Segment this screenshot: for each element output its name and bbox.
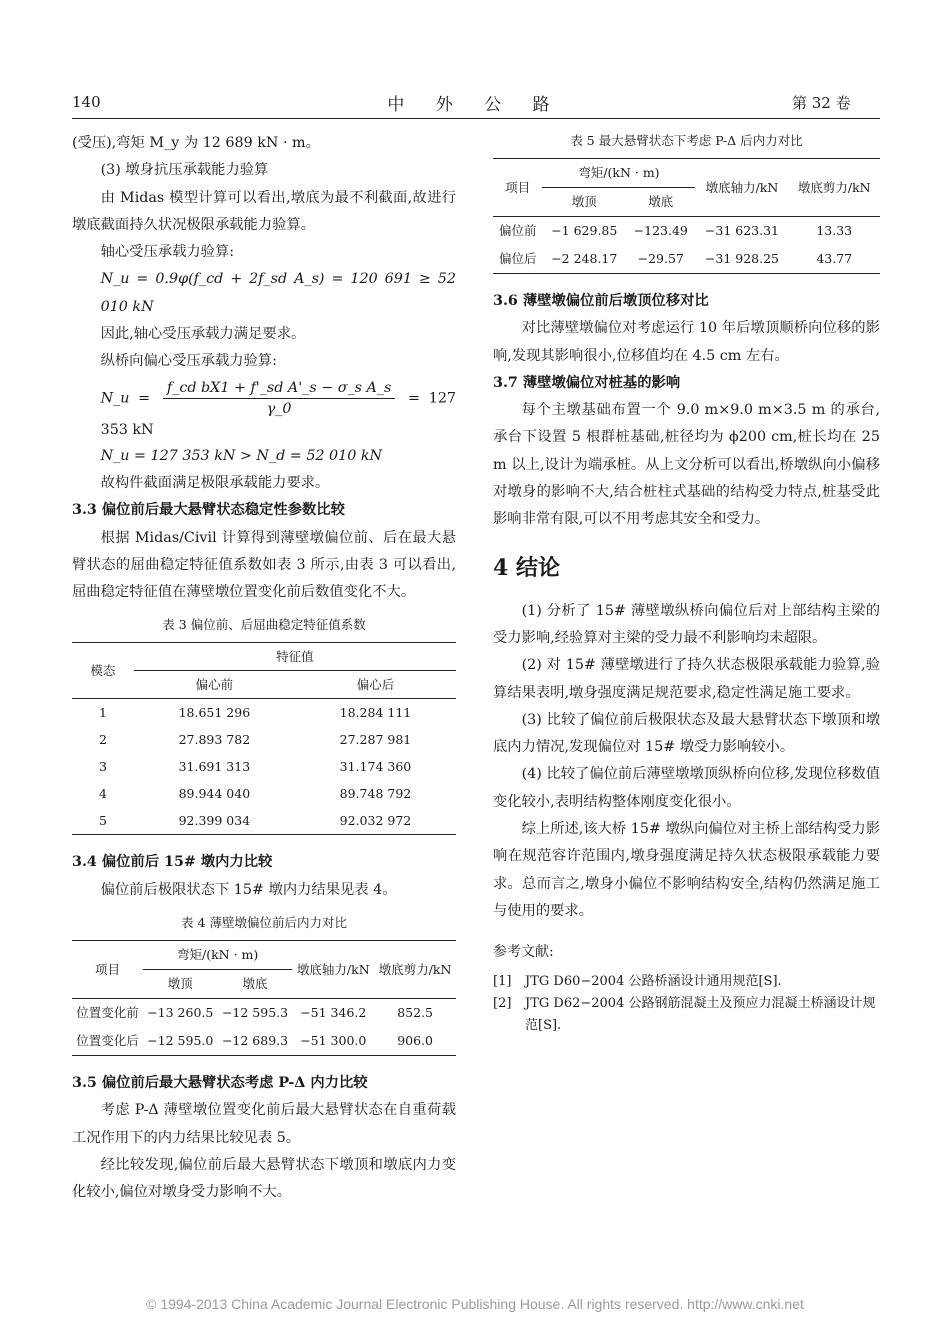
table4-header-item: 项目 [72, 941, 143, 999]
table5-caption: 表 5 最大悬臂状态下考虑 P-Δ 后内力对比 [570, 133, 803, 148]
table4-header-moment: 弯矩/(kN · m) [143, 941, 293, 970]
paragraph: 综上所述,该大桥 15# 墩纵向偏位对主桥上部结构受力影响在规范容许范围内,墩身强度满足持久状态极限承载能力要求。总而言之,墩身小偏位不影响结构安全,结构仍然满足施工与使用的要求。 [493, 821, 880, 919]
paragraph: (4) 比较了偏位前后薄壁墩墩顶纵桥向位移,发现位移数值变化较小,表明结构整体刚度变化很小。 [493, 766, 880, 810]
table5-header-shear: 墩底剪力/kN [789, 159, 881, 217]
table-row [72, 999, 456, 1028]
paragraph: 偏位前后极限状态下 15# 墩内力结果见表 4。 [100, 881, 397, 898]
paragraph: 经比较发现,偏位前后最大悬臂状态下墩顶和墩底内力变化较小,偏位对墩身受力影响不大。 [72, 1156, 456, 1201]
reference-number: [2] [493, 995, 512, 1011]
table4-caption: 表 4 薄壁墩偏位前后内力对比 [181, 915, 347, 931]
reference-text: JTG D62−2004 公路钢筋混凝土及预应力混凝土桥涵设计规范[S]. [525, 995, 876, 1033]
table3-header-after: 偏心后 [295, 671, 456, 699]
table-cell: 1 [98, 705, 107, 721]
paragraph: (2) 对 15# 薄壁墩进行了持久状态极限承载能力验算,验算结果表明,墩身强度满足规范要求,稳定性满足施工要求。 [493, 657, 880, 701]
paragraph: (受压),弯矩 M_y 为 12 689 kN · m。 [72, 135, 320, 151]
table-cell: −13 260.5 [147, 1005, 214, 1021]
formula-denominator: γ_0 [266, 400, 292, 417]
copyright-footer: © 1994-2013 China Academic Journal Electronic Publishing House. All rights reserved. http://www.cnki.net [146, 1296, 804, 1312]
table-cell: 18.651 296 [178, 705, 251, 721]
table-cell: −12 595.3 [221, 1005, 289, 1021]
table-cell: 906.0 [397, 1033, 433, 1049]
paragraph: 考虑 P-Δ 薄壁墩位置变化前后最大悬臂状态在自重荷载工况作用下的内力结果比较见表 5。 [72, 1102, 456, 1146]
table-row [493, 217, 880, 246]
paragraph: 对比薄壁墩偏位对考虑运行 10 年后墩顶顺桥向位移的影响,发现其影响很小,位移值均在 4.5 cm 左右。 [493, 320, 880, 364]
page-number: 140 [72, 93, 101, 111]
table-row [72, 807, 456, 835]
paragraph: (1) 分析了 15# 薄壁墩纵桥向偏位后对上部结构主梁的受力影响,经验算对主梁的受力最不利影响均未超限。 [493, 602, 880, 646]
paragraph: 因此,轴心受压承载力满足要求。 [100, 326, 306, 343]
table-row [72, 780, 456, 807]
table-row [72, 1027, 456, 1056]
table-cell: 92.032 972 [339, 813, 412, 829]
table-cell: −51 300.0 [300, 1033, 367, 1049]
reference-item [493, 971, 880, 993]
paragraph: 轴心受压承载力验算: [100, 244, 235, 261]
references-heading: 参考文献: [493, 944, 554, 961]
formula-check: N_u = 127 353 kN > N_d = 52 010 kN [100, 447, 383, 464]
table-row [72, 699, 456, 727]
table-row [72, 753, 456, 780]
table5 [493, 158, 880, 274]
paragraph: (3) 比较了偏位前后极限状态及最大悬臂状态下墩顶和墩底内力情况,发现偏位对 15# 墩受力影响较小。 [493, 711, 880, 756]
table3-header-before: 偏心前 [134, 671, 295, 699]
table-cell: 13.33 [816, 223, 853, 238]
formula-eccentric [72, 378, 456, 441]
section-heading-3-3: 3.3 偏位前后最大悬臂状态稳定性参数比较 [72, 502, 345, 519]
reference-list [493, 971, 880, 1037]
formula-fraction [163, 378, 395, 419]
table3 [72, 642, 456, 835]
table-cell: 偏位前 [498, 223, 537, 238]
table-cell: −12 689.3 [221, 1033, 289, 1049]
journal-name: 中 外 公 路 [387, 95, 563, 115]
table-cell: 位置变化后 [76, 1033, 139, 1049]
table-cell: 3 [98, 759, 107, 775]
page-header [0, 0, 950, 120]
table3-header-group: 特征值 [134, 643, 456, 671]
section-heading-conclusion: 4 结论 [493, 554, 560, 581]
header-rule [72, 118, 880, 119]
left-column [72, 130, 456, 1207]
table-cell: 2 [98, 732, 107, 748]
table-cell: 89.748 792 [339, 786, 412, 802]
table4-header-bottom: 墩底 [218, 970, 293, 999]
table-row [72, 726, 456, 753]
formula-axial: N_u = 0.9φ(f_cd + 2f_sd A_s) = 120 691 ≥ 52 010 kN [100, 271, 456, 315]
table-cell: −51 346.2 [300, 1005, 367, 1021]
section-heading-3-7: 3.7 薄壁墩偏位对桩基的影响 [493, 374, 681, 391]
reference-item [493, 993, 880, 1037]
table3-caption: 表 3 偏位前、后屈曲稳定特征值系数 [162, 617, 366, 633]
right-column [493, 130, 880, 1037]
table-cell: 5 [98, 813, 107, 829]
table-cell: −123.49 [633, 223, 688, 238]
table4-header-axial: 墩底轴力/kN [292, 941, 374, 999]
reference-number: [1] [493, 973, 512, 989]
section-heading-3-5: 3.5 偏位前后最大悬臂状态考虑 P-Δ 内力比较 [72, 1075, 368, 1092]
paragraph: 纵桥向偏心受压承载力验算: [100, 353, 277, 370]
table-cell: 偏位后 [498, 251, 537, 266]
table-cell: 18.284 111 [339, 705, 412, 721]
paragraph: 根据 Midas/Civil 计算得到薄壁墩偏位前、后在最大悬臂状态的屈曲稳定特征值系数如表 3 所示,由表 3 可以看出,屈曲稳定特征值在薄壁墩位置变化前后数值变化不大。 [72, 529, 456, 601]
table-cell: 852.5 [397, 1005, 433, 1021]
table-cell: 位置变化前 [76, 1005, 139, 1021]
table5-header-item: 项目 [493, 159, 542, 217]
table5-header-moment: 弯矩/(kN · m) [542, 159, 695, 188]
table-cell: 31.174 360 [339, 759, 412, 775]
table4-header-shear: 墩底剪力/kN [374, 941, 456, 999]
table-cell: −29.57 [637, 251, 684, 266]
table-cell: −2 248.17 [551, 251, 618, 266]
table-cell: −12 595.0 [147, 1033, 214, 1049]
table-cell: 89.944 040 [178, 786, 251, 802]
section-heading-3-4: 3.4 偏位前后 15# 墩内力比较 [72, 854, 273, 871]
table-cell: 92.399 034 [178, 813, 251, 829]
table-row [493, 245, 880, 274]
table-cell: 27.287 981 [339, 732, 412, 748]
table5-header-top: 墩顶 [542, 188, 626, 217]
paragraph: 每个主墩基础布置一个 9.0 m×9.0 m×3.5 m 的承台,承台下设置 5 根群桩基础,桩径均为 ϕ200 cm,桩长均在 25 m 以上,设计为端承桩。从上文分析可以看出,桥墩纵向小偏移对墩身的影响不大,结合桩柱式基础的结构受力特点,桩基受此影响非常有限,可以不用考虑其安全和受力。 [493, 402, 880, 528]
formula-numerator: f_cd bX1 + f'_sd A'_s − σ_s A_s [163, 378, 395, 399]
table5-header-bottom: 墩底 [626, 188, 695, 217]
table-cell: 43.77 [816, 251, 853, 266]
table-cell: −1 629.85 [551, 223, 618, 238]
table4 [72, 940, 456, 1056]
table5-header-axial: 墩底轴力/kN [695, 159, 788, 217]
formula-lhs: N_u = [100, 390, 151, 407]
paragraph: 故构件截面满足极限承载能力要求。 [100, 474, 330, 491]
section-heading-3-6: 3.6 薄壁墩偏位前后墩顶位移对比 [493, 293, 709, 309]
reference-text: JTG D60−2004 公路桥涵设计通用规范[S]. [525, 973, 782, 989]
volume-label: 第 32 卷 [792, 94, 851, 112]
table4-header-top: 墩顶 [143, 970, 218, 999]
paragraph: 由 Midas 模型计算可以看出,墩底为最不利截面,故进行墩底截面持久状况极限承载能力验算。 [72, 189, 456, 233]
table-cell: 27.893 782 [178, 732, 251, 748]
table3-header-mode: 模态 [72, 643, 134, 699]
table-cell: 4 [98, 786, 107, 802]
formula-rhs: = 127 353 kN [100, 390, 457, 438]
table-cell: 31.691 313 [178, 759, 251, 775]
table-cell: −31 928.25 [704, 251, 780, 266]
subheading: (3) 墩身抗压承载能力验算 [100, 162, 269, 179]
table-cell: −31 623.31 [704, 223, 780, 238]
